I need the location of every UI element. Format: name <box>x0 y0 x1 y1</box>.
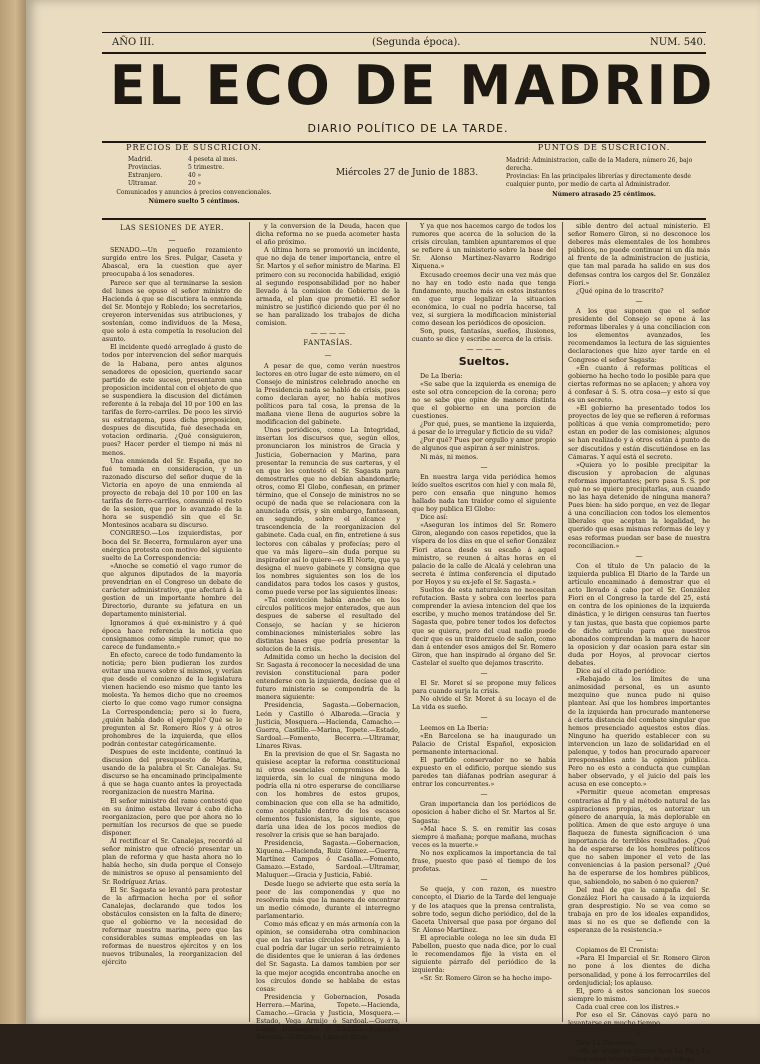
paragraph: »El gobierno ha presentado todos los proyectos de ley que se refieren á reformas políticas á que venía comprometido; pero estan en poder de las comisiones; algunos se han realizado y á otros están á punto de ser discutidos y están discutiéndose en las Cámaras. Y aquí está el secreto. <box>568 404 710 461</box>
paragraph: Admitida como un hecho la decision del Sr. Sagasta á reconocer la necesidad de una revision constitucional para poder entenderse con la izquierda, decíase que el futuro ministerio se compondría de la manera siguiente: <box>256 652 400 702</box>
paragraph: Al rectificar el Sr. Canalejas, recordó al señor ministro que ofreció presentar un plan de reforma y que hasta ahora no lo había hecho, sin duda porque el Consejo de ministros se opuso al pensamiento del Sr. Rodríguez Arias. <box>102 837 242 886</box>
paragraph: CONGRESO.—Los izquierdistas, por boca del Sr. Becerra, formularon ayer una enérgica protesta con motivo del siguiente suelto de La Correspondencia: <box>102 529 242 562</box>
divider: — <box>480 713 488 722</box>
paragraph: A última hora se promovió un incidente, que no deja de tener importancia, entre el Sr. Martos y el señor ministro de Marina. El primero con su reconocida habilidad, exigió al segundo responsabilidad por no haber llevado á la comision de Gobierno de la armada, el plan que prometió. El señor ministro se justificó diciendo que por él no se han paralizado los trabajos de dicha comision. <box>256 246 400 328</box>
column-separator <box>562 222 563 1022</box>
paragraph: «Tal convicción había anoche en los círculos políticos mejor enterados, que aun despues de saberse el resultado del Consejo, se hacían y se hicieron combinaciones ministeriales sobre las distintas bases que podría presentar la solucion de la crisis. <box>256 596 400 653</box>
paragraph: Cada cual cree con los ilistres.» <box>576 1002 680 1011</box>
paragraph: El, pero á estos sancionan los suecos siempre lo mismo. <box>568 986 710 1003</box>
issue-year: AÑO III. <box>112 37 155 48</box>
paragraph: A pesar de que, como verán nuestros lectores en otro lugar de este número, en el Consejo de ministros celebrado anoche en la Presidencia nada se habló de crisis, pues como declaran ayer, no había motivos políticos para tal cosa, la prensa de la mañana viene llena de augurios sobre la modificacion del gabinete. <box>256 361 400 427</box>
divider: — <box>635 551 643 560</box>
price-value: 40 » <box>188 172 202 179</box>
paragraph: Por eso el Sr. Cánovas cayó para no levantarse en mucho tiempo. <box>568 1011 710 1028</box>
paragraph: Despues de este incidente, continuó la discusion del presupuesto de Marina, usando de la palabra el Sr. Canalejas. Su discurso se ha encaminado principalmente á que se haga cuanto antes la proyectada reorganizacion de nuestra Marina. <box>102 748 242 797</box>
paragraph: En nuestra larga vida periódica hemos leído sueltos escritos con hiel y con mala fé, pero con ensaña que ninguno hemos hallado nada tan traidor como el siguiente que hoy publica El Globo: <box>412 472 556 514</box>
paragraph: En efecto, carece de todo fundamento la noticia; pero bien pudieran los zurdos evitar una nueva sobre sí mismos, y verían que desde el comienzo de la legislatura vienen haciendo eso mismo que tanto les molesta. Ya hemos dicho que no creemos cierto lo que como vago rumor consigna La Correspondencia; pero si lo fuera, ¿quién había dado el ejemplo? Qué se le pregunten al Sr. Romero Ríos y á otros prohombres de la izquierda, que ellos podrán contestar categóricamente. <box>102 650 242 748</box>
paragraph: Una enmienda del Sr. España, que no fué tomada en consideracion, y un razonado discurso del señor duque de la Victoria en apoyo de una enmienda al proyecto de rebaja del 10 por 100 en las tarifas de ferro-carriles, consumió el resto de la sesion, que por lo avanzado de la hora se suspendió sin que el Sr. Montesinos acabara su discurso. <box>102 456 242 530</box>
paragraph: «En cuanto á reformas políticas el gobierno ha hecho todo lo posible para que ciertas reformas no se aplacen; y ahora voy á confesar á S. S. otra cosa—y esto sí que es un secreto. <box>568 363 710 404</box>
divider: — <box>480 668 488 677</box>
divider: — — — — <box>466 345 502 354</box>
paragraph: ¿Qué opina de lo trascrito? <box>576 286 664 295</box>
price-label: Provincias. <box>128 164 162 171</box>
paragraph: No nos explicamos la importancia de tal frase, puesto que pasó el tiempo de los profetas. <box>412 848 556 874</box>
column-3 <box>412 222 556 1022</box>
price-row <box>102 180 286 188</box>
subscription-title: PRECIOS DE SUSCRICION. <box>126 143 262 152</box>
paragraph: Ni más, ni menos. <box>420 452 479 461</box>
points-title: PUNTOS DE SUSCRICION. <box>537 143 671 152</box>
price-value: 20 » <box>188 180 202 187</box>
points-provinces: Provincias: En las principales librerías y directamente desde cualquier punto, por medio de carta al Administrador. <box>506 173 691 188</box>
paragraph: No olvide el Sr. Moret á su locayo el de La vida es sueño. <box>412 695 556 712</box>
masthead-title: EL ECO DE MADRID <box>110 54 716 118</box>
subscription-points <box>506 144 702 214</box>
paragraph: y la conversion de la Deuda, hacen que dicha reforma no se pueda acometer hasta el año próximo. <box>256 222 400 247</box>
price-value: 5 trimestre. <box>188 164 224 171</box>
paragraph: »Quiera yo lo posible precipitar la discusion y aprobacion de algunas reformas importantes; pero pasa S. S. por qué no se quiere precipitarlas, aun cuando no las haya detenido de ninguna manera? Pues bien: ha sido porque, en vez de llegar á una conciliacion con todos los elementos liberales que aceptan la legalidad, he querido que esas mismas reformas de ley y esas reformas puedan ser base de nuestra reconciliacion.» <box>568 460 710 550</box>
paragraph: «No se ocupa en cuanto lean La Fé y La Union estas breves líneas de su colega, <box>568 1047 710 1064</box>
paragraph: Con el título de Un palacio de la izquierda publica El Diario de la Tarde un artículo encaminado á demostrar que el acto llevado á cabo por el Sr. González Fiori en el Congreso la tarde del 25, está en contra de los opiniones de la izquierda dinástica, y le dirigen censuras tan fuertes y tan justas, que basta que copiemos parte de dicho artículo para que nuestros abonados comprendan la manera de hacer la oposicion y dar ocasion para estar sin duda por Hoyos, al provocar ciertos debates. <box>568 561 710 667</box>
paragraph: El apreciable colega no lee sin duda El Pabellon, puesto que nada dice, por lo cual le recomendamos fije la vista en el siguiente párrafo del periódico de la izquierda: <box>412 933 556 975</box>
paragraph: El Sr. Sagasta se levantó para protestar de la afirmacion hecha por el señor Canalejas, declarando que todos los obstáculos consisten en la falta de dinero; que el gobierno ve la necesidad de reformar nuestra marina, pero que las considerables sumas empleadas en las reformas de nuestros ejércitos y en los nuevos tribunales, la reorganizacion del ejército <box>102 885 242 967</box>
price-label: Extranjero. <box>128 172 163 179</box>
paragraph: «Para El Imparcial el Sr. Romero Giron no pone á los dientes de dicha personalidad, y pone á los ferrocarriles del ordenjudicial; los aplauso. <box>568 954 710 987</box>
divider: — <box>635 296 643 305</box>
paragraph: «En Barcelona se ha inaugurado un Palacio de Cristal Español, exposicion permanente internacional. <box>412 731 556 756</box>
divider: — <box>635 1029 643 1038</box>
paragraph: El partido conservador no se había expuesto en el edificio, porque siendo sus paredes tan diáfanas podrían asegurar á entrar los concurrentes.» <box>412 755 556 789</box>
paragraph: Del mal de que la campaña del Sr. González Fiori ha causado á la izquierda gran desprestigio. No se vea como se trabaja en pro de los ideales expandidos, mas si no es que se defiende con la esperanza de la resistencia.» <box>568 885 710 935</box>
column-2 <box>256 222 400 1042</box>
paragraph: A los que suponen que el señor presidente del Consejo se opone á las reformas liberales y á una conciliacion con los elementos avanzados, les recomendamos la lectura de las siguientes declaraciones que hizo ayer tarde en el Congreso el señor Sagasta: <box>568 306 710 364</box>
paragraph: «Mal hace S. S. en remitir las cosas siempre á mañana; porque mañana, muchas veces es la muerte.» <box>412 824 556 849</box>
price-value: 4 peseta al mes. <box>188 156 238 163</box>
price-row <box>102 164 286 172</box>
paragraph: Como más eficaz y en más armonía con la opinion, se consideraba otra combinacion que en las varias círculos políticos, y á la cual podría dar lugar un serio retraimiento de disidentes que le unieran á las órdenes del Sr. Sagasta. La damos tambien por ser la que mejor acogida encontraba anoche en los círculos donde se hablaba de estas cosas: <box>256 919 400 993</box>
column-separator <box>406 222 407 1022</box>
price-row <box>102 156 286 164</box>
column-4 <box>568 222 710 1064</box>
section-heading: Sueltos. <box>458 354 510 368</box>
paragraph: En la prevision de que el Sr. Sagasta no quisiese aceptar la reforma constitucional ni otros esenciales compromisos de la izquierda, sin lo cual de ninguna modo podría ella ni otro esperarse de conciliarse con los hombres de estos grupos, combinacion que con ella se ha admitido, como aceptable dentro de los escasos elementos fusionistas, la siguiente, que daría una idea de los pocos medios de resolver la crisis que se han barajado. <box>256 750 400 839</box>
paragraph: Dice así: <box>420 513 448 522</box>
paragraph: «Rebajado á los límites de una animosidad personal, es un asunto mezquino que nunca pudo ni quiso plantear. Así que los hombres importantes de la izquierda han procurado mantenerse á cierta distancia del combate singular que hemos presenciado aquestos estos días. Ninguno ha querido establecer con su intervencion un lazo de solidaridad en el palenque, y todos han procurado aparecer irresponsables ante la opinion pública. Pero no es esto a conducta que cumplan haber observado, y el juicio del país les acusa en ese concepto.» <box>568 675 710 789</box>
paragraph: Parece ser que al terminarse la sesion del lunes se opuso el señor ministro de Hacienda á que se discutiera la enmienda del Sr. Montejo y Robledo; los secretarios, creyeron intervenidas sus atribuciones, y sostenían, como individuos de la Mesa, que solo á esta competía la resolucion del asunto. <box>102 278 242 344</box>
divider: — <box>635 936 643 945</box>
newspaper-page <box>26 0 760 1064</box>
price-row <box>102 172 286 180</box>
paragraph: Y ya que nos hacemos cargo de todos los rumores que acerca de la solucion de la crisis circulan, tambien apuntaremos el que se refiere á un ministerio sobre la base del Sr. Alonso Martínez-Navarro Rodrigo Xiquena.» <box>412 222 556 271</box>
single-copy-price: Número suelto 5 céntimos. <box>148 198 240 205</box>
paragraph: De La Iberia: <box>420 371 463 380</box>
paragraph: Presidencia, Sagasta.—Gobernacion, Xiquena.—Hacienda, Ruiz Gómez.—Guerra, Martínez Campos ó Casalla.—Fomento, Gamazo.—Estado, Sardoal.—Ultramar, Maluquer.—Gracia y Justicia, Fabié. <box>256 839 400 880</box>
paragraph: Copiamos de El Cronista: <box>576 946 659 955</box>
paragraph: El Sr. Moret sí se propone muy felices para cuando surja la crisis. <box>412 679 556 696</box>
issue-epoch: (Segunda época). <box>372 37 461 48</box>
paragraph: Dice La Discusion: <box>576 1039 637 1048</box>
paragraph: SENADO.—Un pequeño rozamiento surgido entre los Sres. Pulgar, Caseta y Abascal, era la cuestion que ayer preocupaba á los senadores. <box>102 246 242 279</box>
back-issue-price: Número atrasado 25 céntimos. <box>552 191 656 198</box>
subscription-prices <box>102 144 286 214</box>
header-bottom-rule <box>102 218 706 220</box>
column-separator <box>249 222 250 1022</box>
paragraph: »Permitir queue acometan empresas contrarias al fin y al método natural de las aspiraciones propias, es autorizar un género de anarquía, la más deplorable en política. Amen de que esto arguye ó una flaqueza de funesta significacion ó una importancia de terribles resultados. ¿Qué ha de esperarse de los hombres políticos que no saben imponer el veto de las conveniencias á la pasion personal? ¿Qué ha de esperarse de los hombres públicos, que, sabiendolo, no saben ó no quieren? <box>568 788 710 886</box>
paragraph: Ignoramos á qué ex-ministro y á qué época hace referencia la noticia que consignamos como simple rumor, que no carece de fundamento.» <box>102 618 242 651</box>
paragraph: «Sr. Sr. Romero Giron se ha hecho impo- <box>420 974 552 983</box>
paragraph: ¿Por qué, pues, se mantiene la izquierda, á pesar de lo irregular y ficticio de su vida? <box>412 420 556 437</box>
paragraph: El señor ministro del ramo contestó que en su ánimo estaba llevar á cabo dicha reorganizacion, pero que por ahora no lo permitían los recursos de que se puede disponer. <box>102 796 242 837</box>
divider: — <box>480 462 488 471</box>
adjacent-page-edge <box>0 0 26 1024</box>
paragraph: Se queja, y con razon, es nuestro concepto, el Diario de la Tarde del lenguaje y de los ataques que la prensa centralista, sobre todo, segun dicho periódico, del de la Gaceta Universal que pasa por órgano del Sr. Alonso Martínez. <box>412 885 556 934</box>
issue-number: NUM. 540. <box>649 37 706 48</box>
masthead-subtitle: DIARIO POLÍTICO DE LA TARDE. <box>307 122 509 135</box>
price-label: Madrid. <box>128 156 153 163</box>
paragraph: Dice así el citado periódico: <box>576 667 667 676</box>
price-label: Ultramar. <box>128 180 158 187</box>
divider: — <box>480 875 488 884</box>
divider: — <box>324 351 332 360</box>
divider: — — — — <box>310 329 346 338</box>
paragraph: El incidente quedó arreglado á gusto de todos por intervencion del señor marqués de la Habana, pero antes algunos senadores de oposicion, queriendo sacar partido de este suceso, presentaron una proposicion incidental con el objeto de que se suspendiera la discusion del dictámen referente á la rebaja del 10 por 100 en las tarifas de ferro-carriles. De poco les sirvió su estratagema, pues dicha proposicion, despues de discutida, fué desechada en votacion ordinaria. ¿Qué consiguieron, pues? Hacer perder el tiempo ni más ni menos. <box>102 343 242 457</box>
paragraph: Desde luego se advierte que esta sería la peor de las componendas y que no resolvería más que la manera de encontrar un medio cómodo, durante el interregno parlamentario. <box>256 879 400 920</box>
paragraph: sible dentro del actual ministerio. El señor Romero Giron, si no desconoce los deberes más elementales de los hombres públicos, no puede continuar ni un día más al frente de la administracion de justicia, que tan mal parada ha salido en sus dos defensas contra los cargos del Sr. González Fiori.» <box>568 222 710 287</box>
paragraph: Unos periódicos, como La Integridad, insertan los discursos que, según ellos, pronunciaron los ministros de Gracia y Justicia, Gobernacion y Marina, para presentar la renuncia de sus carteras, y el en que les contestó el Sr. Sagasta para demostrarles que no debían abandonarle; otros, como El Globo, confiesan, en primer término, que el Consejo de ministros no se ocupó de nada que se relacionara con la anunciada crisis, y sin embargo, fantasean, en segundo, sobre el alcance y trascendencia de la reorganizacion del gabinete. Cada cual, en fin, entretiene á sus lectores con cábalas y profecías; pero el que va más ligero—sin duda porque su inspirador así lo quiere—es El Norte, que ya designa el nuevo gabinete y consigna que los nombres siguientes son los de los candidatos para todos los casos y gustos, como puede verse por las siguientes líneas: <box>256 426 400 597</box>
paragraph: «Anoche se cometió el vago rumor de que algunos diputados de la mayoría prevendrian en el Congreso un debate de carácter administrativo, que afectará á la gestion de un importante hombre del Directorio, durante su jefatura en un departamento ministerial. <box>102 561 242 619</box>
issue-date: Miércoles 27 de Junio de 1883. <box>335 168 479 178</box>
paragraph: Son, pues, fantasías, sueños, ilusiones, cuanto se dice y escribe acerca de la crisis. <box>412 327 556 344</box>
section-heading: LAS SESIONES DE AYER. <box>120 224 224 232</box>
paragraph: Sueltos de esta naturaleza no necesitan refutacion. Basta y sobra con leerlos para comprender la aviesa intencion del que los escribe, y mucho menos tratándose del Sr. Sagasta que, pobre tener todos los defectos que se quiera, pero del cual nadie puede decir que es un traidorzuelo de salon, como dan á entender esos amigos del Sr. Romero Giron, que han inspirado al órgano del Sr. Castelar el suelto que dejamos trascrito. <box>412 586 556 667</box>
paragraph: «Aseguran los íntimos del Sr. Romero Giron, alegando con casos repetidos, que la víspera de los días en que el señor González Fiori ataca desde su escaño á aquel ministro, se reunen á altas horas en el palacio de la calle de Alcalá y celebran una secreta é íntima conferencia el diputado por Hoyos y su ex-jefe el Sr. Sagasta.» <box>412 521 556 586</box>
paragraph: Presidencia, Sagasta.—Gobernacion, León y Castillo ó Albareda.—Gracia y Justicia, Mosquera.—Hacienda, Camacho.—Guerra, Castillo.—Marina, Topete.—Estado, Sardoal.—Fomento, Becerra.—Ultramar, Linares Rivas. <box>256 701 400 750</box>
subscription-note: Comunicados y anuncios á precios convencionales. <box>116 189 272 196</box>
divider: — <box>168 236 176 245</box>
points-madrid: Madrid: Administracion, calle de la Madera, número 26, bajo derecha. <box>506 157 693 172</box>
paragraph: Excusado creemos decir una vez más que no hay en todo esto nada que tenga fundamento, mucho más en estos instantes en que urge legalizar la situacion económica, lo cual no podría hacerse, tal vez, si surgiera la modificacion ministerial como desean los periódicos de oposicion. <box>412 270 556 328</box>
divider: — <box>480 790 488 799</box>
section-heading: FANTASÍAS. <box>303 339 353 348</box>
paragraph: ¿Por qué? Pues por orgullo y amor propio de algunos que aspiran á ser ministros. <box>412 436 556 453</box>
paragraph: Leemos en La Iberia: <box>420 723 489 732</box>
paragraph: Presidencia y Gobernacion, Posada Herrera.—Marina, Topete.—Hacienda, Camacho.—Gracia y Justicia, Mosquera.—Estado, Vega Armijo ó Sardoal.—Guerra, López Domínguez ó Castillo.—Fomento, Becerra.—Ultramar, Linares Rivas. <box>256 992 400 1042</box>
column-1 <box>102 222 242 1022</box>
paragraph: Gran importancia dan los periódicos de oposicion á haber dicho el Sr. Martos al Sr. Sagasta: <box>412 800 556 825</box>
paragraph: «Se sabe que la izquierda es enemiga de este sol otra concepcion de la corona; pero no se sabe que opine de manera distinta que el gobierno en una porcion de cuestiones. <box>412 379 556 421</box>
